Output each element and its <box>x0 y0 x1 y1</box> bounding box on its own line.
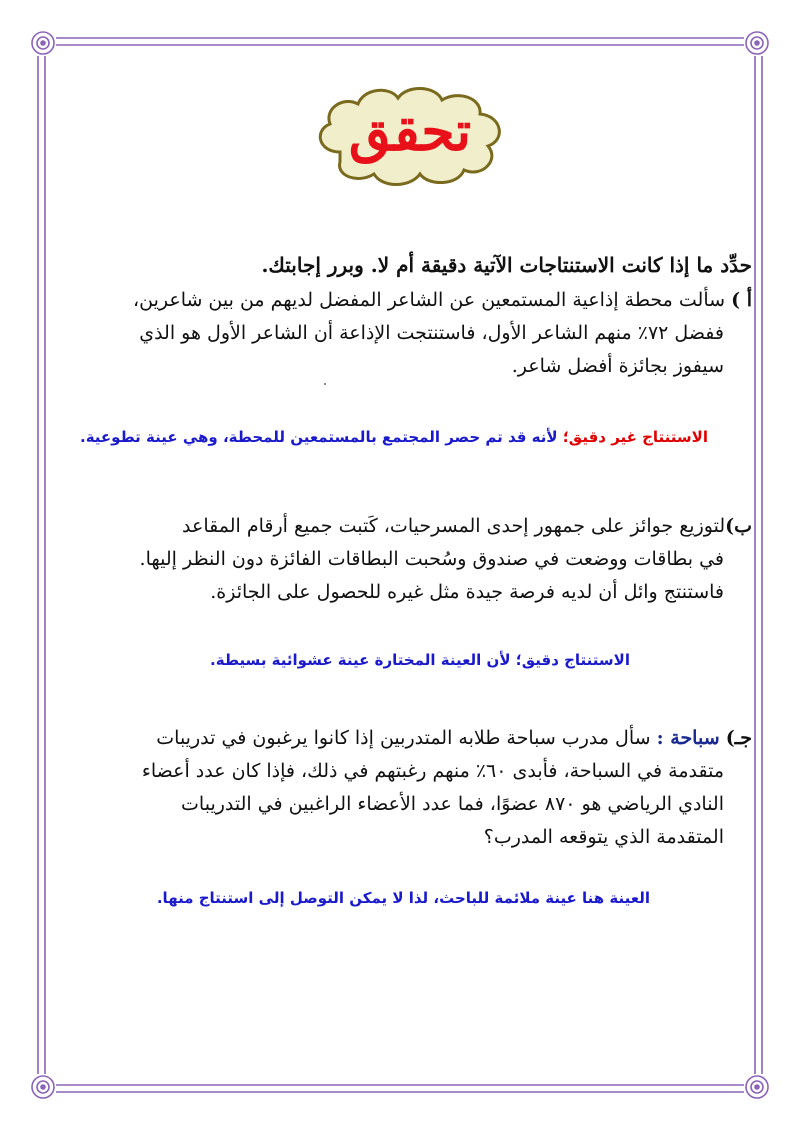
question-line: ب)لتوزيع جوائز على جمهور إحدى المسرحيات، كَتبت جميع أرقام المقاعد <box>182 515 752 537</box>
answer-c: العينة هنا عينة ملائمة للباحث، لذا لا يمكن التوصل إلى استنتاج منها. <box>156 889 650 907</box>
question-line: سيفوز بجائزة أفضل شاعر. <box>511 355 724 377</box>
question-line: النادي الرياضي هو ٨٧٠ عضوًا، فما عدد الأعضاء الراغبين في التدريبات <box>181 793 724 815</box>
question-line: متقدمة في السباحة، فأبدى ٦٠٪ منهم رغبتهم في ذلك، فإذا كان عدد أعضاء <box>141 760 724 782</box>
instructions: حدِّد ما إذا كانت الاستنتاجات الآتية دقيقة أم لا. وبرر إجابتك. <box>261 253 752 277</box>
question-line: المتقدمة الذي يتوقعه المدرب؟ <box>483 826 724 848</box>
question-label: ب) <box>725 515 752 537</box>
answer-a <box>48 425 708 449</box>
question-line: فاستنتج وائل أن لديه فرصة جيدة مثل غيره للحصول على الجائزة. <box>210 581 724 603</box>
question-line: في بطاقات ووضعت في صندوق وسُحبت البطاقات الفائزة دون النظر إليها. <box>139 548 724 570</box>
answer-reason: لأنه قد تم حصر المجتمع بالمستمعين للمحطة، وهي عينة تطوعية. <box>80 428 563 446</box>
question-line: جـ) سباحة : سأل مدرب سباحة طلابه المتدربين إذا كانوا يرغبون في تدريبات <box>156 727 752 749</box>
answer-b: الاستنتاج دقيق؛ لأن العينة المختارة عينة عشوائية بسيطة. <box>210 651 630 669</box>
question-a <box>62 284 752 383</box>
question-line: أ ) سألت محطة إذاعية المستمعين عن الشاعر المفضل لديهم من بين شاعرين، <box>132 289 752 311</box>
question-b <box>72 510 752 609</box>
question-label: جـ) <box>725 727 752 749</box>
stray-dot <box>324 383 326 385</box>
question-line: ففضل ٧٢٪ منهم الشاعر الأول، فاستنتجت الإذاعة أن الشاعر الأول هو الذي <box>139 322 724 344</box>
question-c <box>72 722 752 854</box>
page-title: تحقق <box>348 99 472 163</box>
question-keyword: سباحة : <box>656 727 720 749</box>
answer-verdict: الاستنتاج غير دقيق؛ <box>562 428 708 446</box>
question-label: أ ) <box>731 289 752 311</box>
